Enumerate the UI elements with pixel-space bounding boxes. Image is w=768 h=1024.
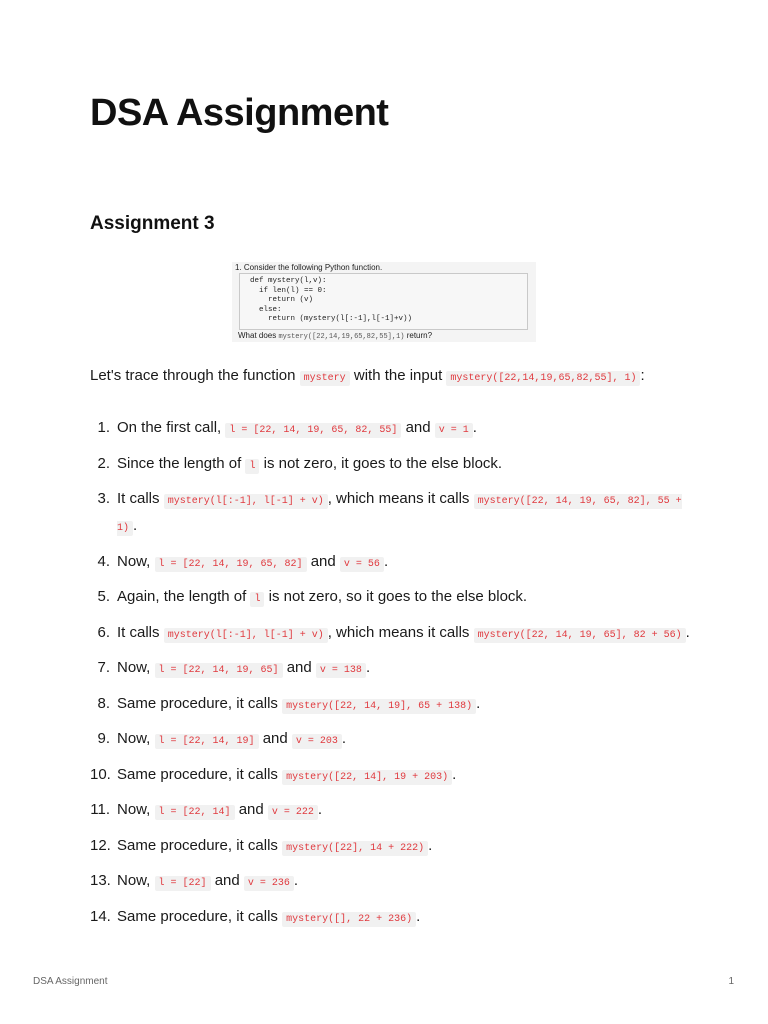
list-item (90, 834, 690, 861)
inline-code: l = [22, 14, 19] (155, 734, 259, 749)
inline-code: l = [22] (155, 876, 211, 891)
question-prompt-prefix: What does (238, 331, 279, 340)
step-text: Same procedure, it calls (117, 836, 283, 854)
step-text: is not zero, it goes to the else block. (259, 454, 503, 472)
question-image (232, 262, 536, 342)
list-item (90, 692, 690, 719)
step-text: and (258, 730, 292, 747)
step-text: Now, (117, 730, 155, 747)
list-item (90, 869, 690, 896)
inline-code: l (245, 459, 259, 474)
inline-code: mystery([22, 14, 19, 65], 82 + 56) (474, 628, 686, 643)
step-text: . (452, 765, 457, 783)
step-text: Now, (117, 659, 155, 676)
step-text: . (293, 872, 299, 889)
inline-code: mystery(l[:-1], l[-1] + v) (164, 494, 328, 509)
list-item (90, 621, 690, 648)
inline-code: v = 1 (435, 423, 473, 438)
intro-text: with the input (349, 367, 447, 384)
list-item-number: 9. (97, 730, 110, 747)
step-text: Since the length of (117, 454, 246, 472)
list-item-number: 11. (90, 801, 110, 818)
inline-code: v = 222 (268, 805, 318, 820)
inline-code: mystery([], 22 + 236) (282, 912, 416, 927)
step-text: . (341, 730, 347, 747)
list-item-number: 2. (97, 454, 110, 472)
trace-steps-list (90, 416, 690, 940)
list-item-number: 4. (97, 552, 110, 570)
step-text: Same procedure, it calls (117, 765, 283, 783)
question-text: 1. Consider the following Python function. (235, 263, 383, 272)
list-item-number: 3. (97, 490, 110, 507)
step-text: Again, the length of (117, 588, 251, 605)
intro-text: : (640, 367, 645, 384)
list-item-number: 7. (97, 659, 110, 676)
inline-code: mystery([22, 14, 19], 65 + 138) (282, 699, 476, 714)
step-text: . (317, 801, 323, 818)
list-item-number: 10. (90, 765, 111, 783)
list-item-number: 8. (97, 694, 110, 712)
inline-code: l = [22, 14, 19, 65, 82] (155, 557, 307, 572)
inline-code: l = [22, 14, 19, 65, 82, 55] (225, 423, 401, 438)
step-text: Same procedure, it calls (117, 694, 283, 712)
intro-text: Let's trace through the function (90, 367, 300, 384)
step-text: , which means it calls (327, 623, 474, 641)
step-text: Now, (117, 801, 155, 818)
step-text: . (383, 552, 389, 570)
list-item-number: 14. (90, 907, 111, 925)
inline-code: v = 56 (340, 557, 384, 572)
page-number: 1 (728, 976, 734, 987)
step-text: Same procedure, it calls (117, 907, 283, 925)
list-item (90, 656, 690, 683)
list-item-number: 13. (90, 872, 111, 889)
inline-code: v = 236 (244, 876, 294, 891)
section-title: Assignment 3 (90, 213, 215, 234)
inline-code: v = 138 (316, 663, 366, 678)
list-item-number: 5. (97, 588, 110, 605)
step-text: and (282, 659, 316, 676)
code-listing: def mystery(l,v): if len(l) == 0: return (v) else: return (mystery(l[:-1],l[-1]+v)) (250, 277, 413, 324)
inline-code: mystery(l[:-1], l[-1] + v) (164, 628, 328, 643)
step-text: and (234, 801, 268, 818)
step-text: , which means it calls (327, 490, 474, 507)
inline-code: l = [22, 14] (155, 805, 235, 820)
list-item (90, 550, 690, 577)
list-item-number: 12. (90, 836, 111, 854)
intro-paragraph (90, 364, 680, 391)
page-title: DSA Assignment (90, 92, 389, 134)
inline-code: l (250, 592, 264, 607)
inline-code: mystery([22,14,19,65,82,55], 1) (446, 371, 640, 386)
step-text: and (210, 872, 244, 889)
step-text: . (685, 623, 690, 641)
step-text: . (133, 517, 138, 534)
step-text: and (401, 419, 435, 436)
step-text: It calls (117, 490, 164, 507)
inline-code: mystery([22], 14 + 222) (282, 841, 428, 856)
inline-code: mystery([22, 14], 19 + 203) (282, 770, 452, 785)
step-text: Now, (117, 872, 155, 889)
step-text: . (365, 659, 371, 676)
list-item-number: 6. (97, 623, 110, 641)
list-item (90, 585, 690, 612)
list-item (90, 452, 690, 479)
inline-code: v = 203 (292, 734, 342, 749)
step-text: . (476, 694, 481, 712)
footer-doc-title: DSA Assignment (33, 976, 108, 987)
question-prompt-suffix: return? (404, 331, 433, 340)
step-text: On the first call, (117, 419, 226, 436)
inline-code: l = [22, 14, 19, 65] (155, 663, 283, 678)
step-text: . (428, 836, 433, 854)
list-item (90, 763, 690, 790)
list-item (90, 416, 690, 443)
list-item (90, 798, 690, 825)
inline-code: mystery (300, 371, 350, 386)
list-item (90, 905, 690, 932)
code-block (239, 273, 528, 330)
step-text: Now, (117, 552, 155, 570)
step-text: It calls (117, 623, 164, 641)
list-item (90, 487, 690, 541)
list-item-number: 1. (97, 419, 110, 436)
step-text: . (472, 419, 477, 436)
question-prompt (238, 331, 432, 341)
step-text: is not zero, so it goes to the else block. (264, 588, 528, 605)
step-text: and (306, 552, 340, 570)
question-prompt-code: mystery([22,14,19,65,82,55],1) (278, 333, 405, 341)
step-text: . (416, 907, 421, 925)
list-item (90, 727, 690, 754)
inline-code: mystery([22, 14, 19, 65, 82], 55 + 1) (117, 496, 682, 534)
